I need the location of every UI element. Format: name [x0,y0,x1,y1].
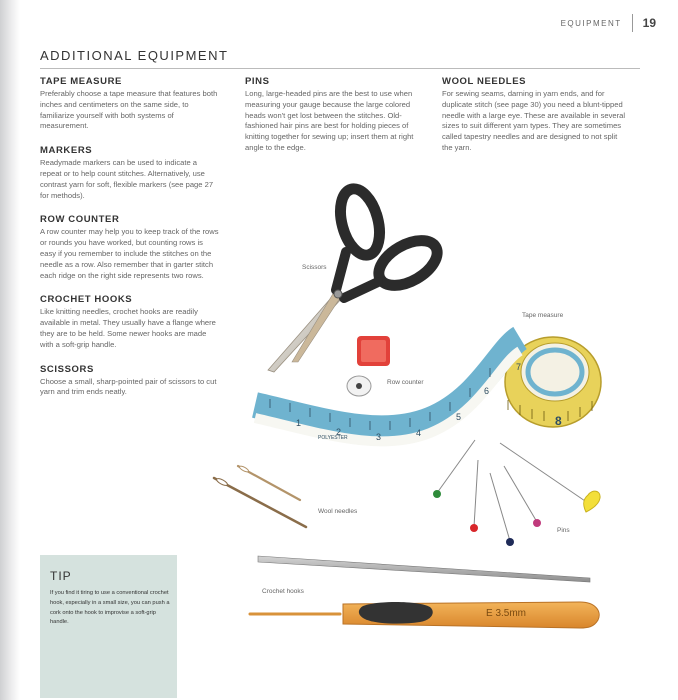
section-heading: CROCHET HOOKS [40,294,133,306]
section-heading: WOOL NEEDLES [442,76,527,87]
section-heading: ROW COUNTER [40,214,120,226]
caption-wool-needles: Wool needles [318,508,358,515]
section-body: Preferably choose a tape measure that features both inches and centimeters on the same side, to familiarize yourself with both systems of measurement. [40,89,218,131]
section-body: Choose a small, sharp-pointed pair of scissors to cut yarn and trim ends neatly. [40,376,217,397]
tip-box [40,555,177,698]
pins-illustration [433,440,600,546]
tape-measure-illustration [255,337,601,442]
tape-number: 8 [555,414,562,428]
tape-number: 3 [376,432,382,442]
section-body: Readymade markers can be used to indicate a repeat or to help count stitches. Alternatively, use contrast yarn for soft, flexible markers (see page 27 for methods). [40,158,214,200]
section-heading: PINS [245,76,270,87]
tape-number: 4 [416,428,422,438]
hook-size-label: E 3.5mm [486,608,527,619]
running-head: EQUIPMENT [560,18,622,28]
page-number: 19 [642,16,656,30]
tape-number: 7 [516,362,522,372]
section-body: A row counter may help you to keep track of the rows or rounds you have worked, but counting rows is easy if you remember to include the stitches on the needle as a row. Also remember that in garter stitch each ridge on the right side represents two rows. [40,227,219,280]
page-title: ADDITIONAL EQUIPMENT [40,48,229,63]
caption-scissors: Scissors [302,264,327,271]
section-body: For sewing seams, darning in yarn ends, and for duplicate stitch (see page 30) you need a blunt-tipped needle with a large eye. These are available in several sizes to suit different yarn types. They are sometimes called tapestry needles and are designed to not split the yarn. [442,89,626,152]
section-heading: MARKERS [40,145,93,157]
tape-number: 1 [296,418,302,428]
scissors-illustration [268,184,445,372]
section-heading: SCISSORS [40,363,94,375]
tape-number: 6 [484,386,490,396]
tape-number: 2 [336,427,342,437]
caption-crochet-hooks: Crochet hooks [262,588,304,595]
caption-row-counter: Row counter [387,379,424,386]
tape-brand: POLYESTER [318,435,348,441]
section-body: Long, large-headed pins are the best to use when measuring your gauge because the large colored heads won't get lost between the stitches. Old-fashioned hair pins are best for holding pieces of knitting together for sewing up; insert them at right angle to the edge. [245,89,414,152]
caption-pins: Pins [557,527,570,534]
row-counter-illustration [347,336,390,396]
tape-number: 5 [456,412,462,422]
wool-needles-illustration [214,465,306,527]
section-heading: TAPE MEASURE [40,76,122,87]
caption-tape-measure: Tape measure [522,312,564,319]
section-body: Like knitting needles, crochet hooks are readily available in metal. They usually have a flange where they are to be held. Some newer hooks are made with a soft-grip handle. [40,307,216,349]
tip-title: TIP [50,569,72,583]
tip-body: If you find it tiring to use a conventional crochet hook, especially in a small size, you can push a cork onto the hook to improvise a soft-grip handle. [50,590,170,626]
